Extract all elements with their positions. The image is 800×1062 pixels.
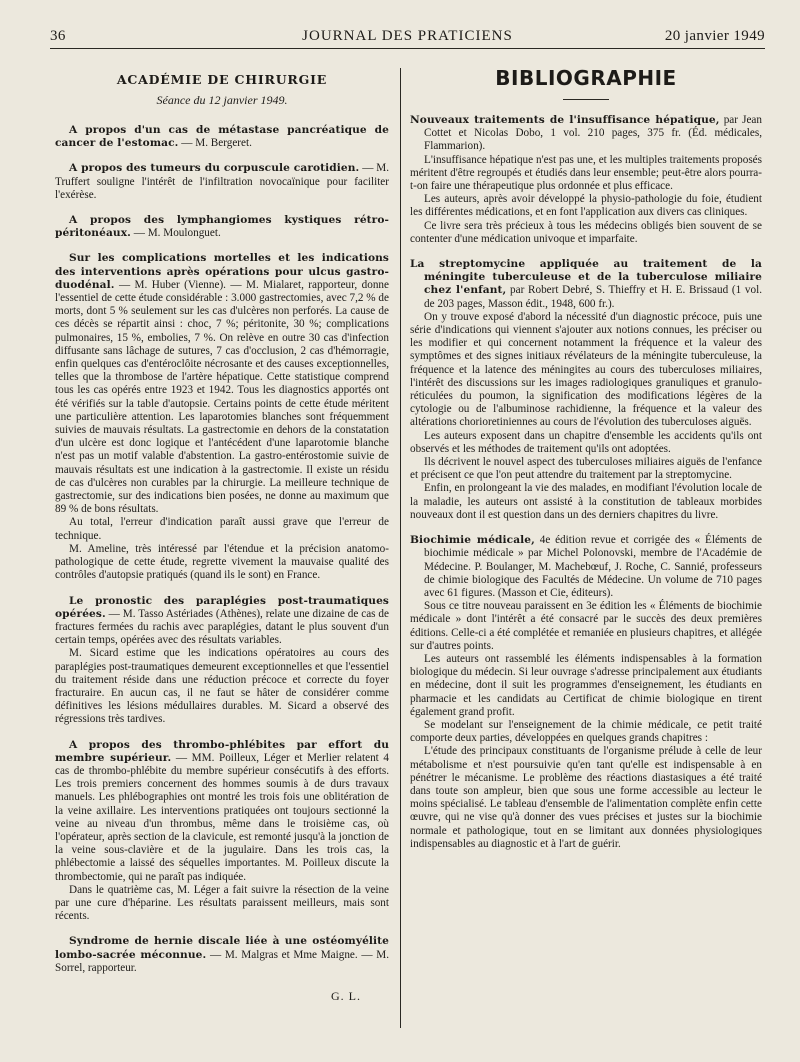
article-title: A propos d'un cas de métastase pancréatique de cancer de l'estomac. bbox=[55, 124, 389, 150]
paragraph: M. Ameline, très intéressé par l'étendue et la précision anatomo-pathologique de cette étude, regrette vivement la mauvaise qualité des contrôles d'autopsie pratiqués (quand ils le sont) en France. bbox=[55, 542, 389, 582]
section-title-academie: ACADÉMIE DE CHIRURGIE bbox=[116, 72, 328, 87]
journal-title: JOURNAL DES PRATICIENS bbox=[302, 28, 513, 44]
page-number: 36 bbox=[50, 28, 66, 44]
issue-date: 20 janvier 1949 bbox=[664, 28, 765, 44]
article-paraplegies: Le pronostic des paraplégies post-traumatiques opérées. — M. Tasso Astériades (Athènes), relate une dizaine de cas de fractures fermées du rachis avec paraplégies, datant le plus souvent d'un certain temps, opérées avec des résultats variables. bbox=[55, 594, 389, 647]
page-header bbox=[50, 24, 765, 49]
book-streptomycine: La streptomycine appliquée au traitement de la méningite tuberculeuse et de la tuberculose miliaire chez l'enfant, par Robert Debré, S. Thieffry et H. E. Brissaud (1 vol. de 203 pages, Masson édit., 1948, 600 fr.). bbox=[410, 258, 762, 310]
book-title: Nouveaux traitements de l'insuffisance hépatique, bbox=[410, 114, 720, 126]
seance-date: Séance du 12 janvier 1949. bbox=[156, 93, 288, 107]
paragraph: M. Sicard estime que les indications opératoires au cours des paraplégies post-traumatiques demeurent exceptionnelles et que l'essentiel du traitement réside dans une réduction précoce et correcte du foyer fracturaire. En aucun cas, il ne faut se hâter de considérer comme définitives les lésions médullaires durables. M. Sicard a observé des régressions très tardives. bbox=[55, 647, 389, 726]
paragraph: Enfin, en prolongeant la vie des malades, en modifiant l'évolution locale de la maladie, les auteurs ont assisté à la constitution de tableaux morbides nouveaux dont il est question dans un des derniers chapitres du livre. bbox=[410, 482, 762, 521]
article-title: Sur les complications mortelles et les indications des interventions après opérations pour ulcus gastro-duodénal. bbox=[55, 252, 389, 291]
article-title: A propos des thrombo-phlébites par effort du membre supérieur. bbox=[55, 738, 389, 764]
right-column bbox=[410, 62, 762, 851]
article-metastase: A propos d'un cas de métastase pancréatique de cancer de l'estomac. — M. Bergeret. bbox=[55, 124, 389, 150]
paragraph: Les auteurs ont rassemblé les éléments indispensables à la formation biologique du médecin. Si leur ouvrage s'adresse principalement aux étudiants en médecine, dont il suit les programmes d'enseignement, les étudiants en pharmacie et les candidats au Certificat de chimie biologique en tirent également grand profit. bbox=[410, 652, 762, 718]
article-title: A propos des tumeurs du corpuscule carotidien. bbox=[69, 162, 360, 175]
book-insuffisance-hepatique: Nouveaux traitements de l'insuffisance hépatique, par Jean Cottet et Nicolas Dobo, 1 vol. 210 pages, 375 fr. (Éd. médicales, Flammarion). bbox=[410, 114, 762, 153]
article-title: A propos des lymphangiomes kystiques rétro-péritonéaux. bbox=[55, 214, 389, 240]
paragraph: Ils décrivent le nouvel aspect des tuberculoses miliaires aiguës de l'enfance et précisent ce que l'on peut attendre du traitement par la streptomycine. bbox=[410, 456, 762, 482]
signature: G. L. bbox=[331, 988, 361, 1003]
paragraph: Au total, l'erreur d'indication paraît aussi grave que l'erreur de technique. bbox=[55, 516, 389, 542]
article-complications: Sur les complications mortelles et les indications des interventions après opérations pour ulcus gastro-duodénal. — M. Huber (Vienne). — M. Mialaret, rapporteur, donne l'essentiel de cette étude considérable : 3.000 gastrectomies, avec 7,2 % de morts, dont 5 % seulement sur les cas d'ulcères non perforés. La cause de ces décès se répartit ainsi : choc, 7 %; péritonite, 30 %; complications pulmonaires, 15 %, embolies, 7 %. On relève en outre 30 cas d'infection diffusante sans lâchage de sutures, 7 cas d'occlusion, 2 cas d'hémorragie, enfin quelques cas d'entéroclôite nécrosante et des causes exceptionnelles, telles que la thrombose de l'artère hépatique. Cette statistique comprend tous les cas opérés entre 1923 et 1942. Tous les diagnostics apportés ont été vérifiés sur la table d'autopsie. Certains points de cette étude méritent une particulière attention. Les laparotomies blanches sont fréquemment suivies de mauvais résultats. La gastrectomie en dehors de la constatation d'un ulcère est donc logique et l'antécédent d'une laparotomie blanche n'est pas un motif valable d'abstention. La gastro-entérostomie suivie de mauvais résultats est une indication à la gastrectomie. Il existe un résidu de cas d'ulcères non curables par la chirurgie. La meilleure technique de gastrectomie, sur des indications bien posées, ne donne au maximum que 89 % de bons résultats. bbox=[55, 252, 389, 516]
left-column bbox=[55, 62, 389, 1004]
paragraph: Dans le quatrième cas, M. Léger a fait suivre la résection de la veine par une cure d'héparine. Les résultats paraissent meilleurs, mais sont récents. bbox=[55, 883, 389, 923]
book-biochimie-medicale: Biochimie médicale, 4e édition revue et corrigée des « Éléments de biochimie médicale » par Michel Polonovski, membre de l'Académie de Médecine. P. Boulanger, M. Machebœuf, J. Roche, C. Sannié, professeurs de chimie biologique des Facultés de Médecine. Un volume de 710 pages avec 61 figures. (Masson et Cie, éditeurs). bbox=[410, 534, 762, 599]
paragraph: L'étude des principaux constituants de l'organisme prélude à celle de leur métabolisme et n'est poursuivie qu'en tant qu'elle est indispensable à en pénétrer le mécanisme. Le problème des réactions diastasiques a été traité dans toute son ampleur, bien que sous une forme accessible au lecteur le moins spécialisé. Le tableau d'ensemble de l'alimentation complète enfin cette œuvre, qui ne vise qu'à donner des vues précises et justes sur la biochimie normale et pathologique, tout en se limitant aux données physiologiques indispensables au diagnostic et à l'art de guérir. bbox=[410, 745, 762, 850]
title-rule bbox=[563, 99, 609, 100]
article-thrombo-phlebites: A propos des thrombo-phlébites par effort du membre supérieur. — MM. Poilleux, Léger et Merlier relatent 4 cas de thrombo-phlébite du membre supérieur consécutifs à des efforts. Les trois premiers concernent des hommes soumis à de durs travaux manuels. Les phlébographies ont montré les trois fois une oblitération de la veine axillaire. Les interventions pratiquées ont toujours sectionné la veine au niveau d'un thrombus, même dans le troisième cas, où l'opérateur, après section de la clavicule, est remonté jusqu'à la jonction de la veine sous-clavière et de la jugulaire. Dans les trois cas, la phlébectomie a laissé des séquelles importantes. M. Poilleux discute la thrombectomie, qui ne paraît pas indiquée. bbox=[55, 738, 390, 883]
section-title-bibliographie: BIBLIOGRAPHIE bbox=[495, 66, 677, 90]
paragraph: Ce livre sera très précieux à tous les médecins obligés bien souvent de se contenter d'une médication univoque et imparfaite. bbox=[410, 219, 762, 245]
paragraph: On y trouve exposé d'abord la nécessité d'un diagnostic précoce, puis une série d'indications qui viennent s'ajouter aux notions connues, les préciser ou les modifier et qui concernent notamment la fréquence et la valeur des symptômes et des signes initiaux révélateurs de la méningite tuberculeuse, la fréquence et la latence des méningites au cours des tuberculoses miliaires, l'intérêt des discussions sur les images radiologiques granuliques et granulo-réticulées du poumon, la signification des modifications légères de la cytologie ou de l'albuminose rachidienne, la fréquence et la valeur des altérations chorioretiniennes au cours de l'évolution des tuberculoses aiguës. bbox=[410, 310, 762, 429]
article-hernie-discale: Syndrome de hernie discale liée à une ostéomyélite lombo-sacrée méconnue. — M. Malgras et Mme Maigne. — M. Sorrel, rapporteur. bbox=[55, 935, 389, 974]
paragraph: Sous ce titre nouveau paraissent en 3e édition les « Éléments de biochimie médicale » dont l'intérêt a été consacré par le succès des deux premières éditions. Celle-ci a été complétée et remaniée en plusieurs chapitres, et allégée sur d'autres points. bbox=[410, 600, 762, 652]
article-corpuscule: A propos des tumeurs du corpuscule carotidien. — M. Truffert souligne l'intérêt de l'infiltration novocaïnique pour faciliter l'exérèse. bbox=[55, 162, 390, 201]
article-lymphangiomes: A propos des lymphangiomes kystiques rétro-péritonéaux. — M. Moulonguet. bbox=[55, 214, 389, 240]
article-title: Le pronostic des paraplégies post-traumatiques opérées. bbox=[55, 594, 389, 620]
column-divider bbox=[400, 68, 401, 1028]
paragraph: Les auteurs, après avoir développé la physio-pathologie du foie, étudient les différentes médications, et en font l'application aux divers cas cliniques. bbox=[410, 193, 762, 219]
article-title: Syndrome de hernie discale liée à une ostéomyélite lombo-sacrée méconnue. bbox=[55, 935, 389, 961]
paragraph: Se modelant sur l'enseignement de la chimie médicale, ce petit traité comporte deux parties, développées en quelques grands chapitres : bbox=[410, 718, 762, 745]
book-title: La streptomycine appliquée au traitement de la méningite tuberculeuse et de la tuberculose miliaire chez l'enfant, bbox=[410, 258, 762, 297]
paragraph: Les auteurs exposent dans un chapitre d'ensemble les accidents qu'ils ont observés et les méthodes de traitement qu'ils ont adoptées. bbox=[410, 429, 762, 455]
paragraph: L'insuffisance hépatique n'est pas une, et les multiples traitements proposés méritent d'être regroupés et étudiés dans leur ensemble; peut-être alors pourra-t-on faire une thérapeutique plus ordonnée et plus efficace. bbox=[410, 153, 762, 193]
book-title: Biochimie médicale, bbox=[410, 534, 535, 547]
